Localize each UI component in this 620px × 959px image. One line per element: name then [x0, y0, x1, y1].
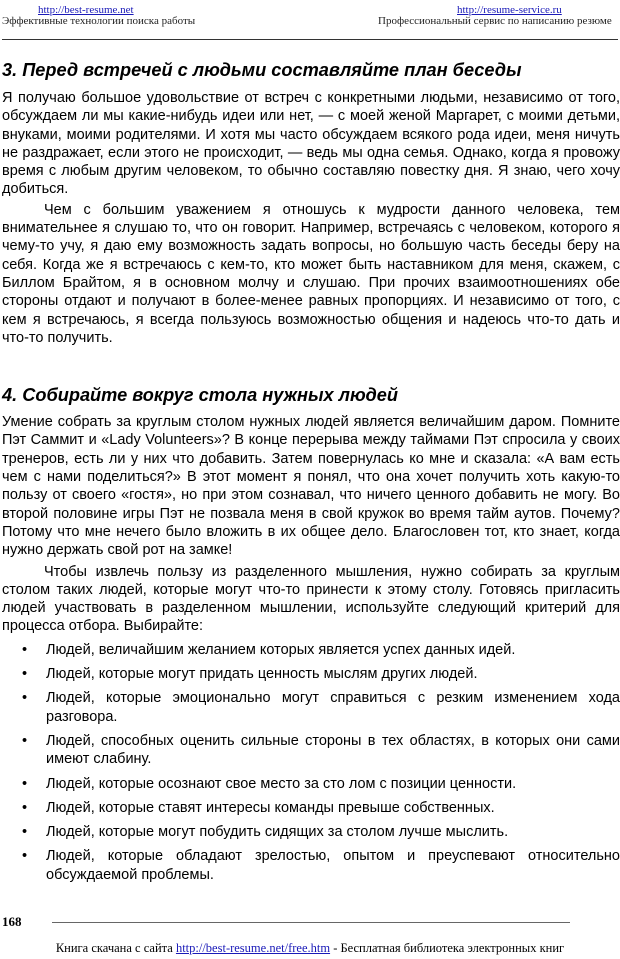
list-item: [2, 732, 620, 769]
footer-link[interactable]: http://best-resume.net/free.htm: [175, 941, 331, 955]
header-right-tagline: Профессиональный сервис по написанию резюме: [378, 15, 612, 27]
section-3-paragraph-1: Я получаю большое удовольствие от встреч с конкретными людьми, независимо от того, обсуждаем ли мы какие-нибудь идеи или нет, — с моей женой Маргарет, с моими детьми, внуками, моими родителями. И хотя мы часто обсуждаем всякого рода идеи, меня ничуть не раздражает, если этого не происходит, — ведь мы одна семья. Однако, когда я провожу время с любым другим человеком, то обычно составляю повестку дня. Я знаю, чего хочу добиться.: [2, 90, 620, 198]
footer-divider: [52, 922, 570, 923]
list-item-text: Людей, которые могут придать ценность мыслям других людей.: [46, 666, 478, 683]
list-item: [2, 665, 620, 683]
bullet-icon: •: [22, 641, 28, 658]
bullet-icon: •: [22, 690, 28, 707]
criteria-list: [2, 641, 620, 884]
bullet-icon: •: [22, 824, 28, 841]
header-right-link[interactable]: http://resume-service.ru: [457, 4, 562, 16]
section-3-heading: 3. Перед встречей с людьми составляйте план беседы: [2, 60, 522, 80]
list-item: [2, 823, 620, 841]
bullet-icon: •: [22, 732, 28, 749]
bullet-icon: •: [22, 666, 28, 683]
list-item-text: Людей, которые осознают свое место за сто лом с позиции ценности.: [46, 775, 517, 792]
list-item: [2, 689, 620, 726]
list-item-text: Людей, которые ставят интересы команды превыше собственных.: [46, 799, 495, 816]
list-item-text: Людей, способных оценить сильные стороны в тех областях, в которых они сами имеют слабину.: [46, 732, 620, 768]
bullet-icon: •: [22, 799, 28, 816]
footer-prefix: Книга скачана с сайта: [55, 941, 176, 955]
bullet-icon: •: [22, 848, 28, 865]
list-item: [2, 641, 620, 659]
section-4-paragraph-1: Умение собрать за круглым столом нужных людей является величайшим даром. Помните Пэт Саммит и «Lady Volunteers»? В конце перерыва между таймами Пэт спросила у своих тренеров, есть ли у них что добавить. Затем повернулась ко мне и сказала: «А вам есть чем с нами поделиться?» В этот момент я понял, что она хочет получить хоть какую-то пользу от своего «гостя», но при этом сознавал, что ничего ценного добавить не могу. Во второй половине игры Пэт не позвала меня в свой кружок во время тайм аутов. Почему? Потому что мне нечего было вложить в их общее дело. Благословен тот, кто знает, когда нужно держать свой рот на замке!: [2, 414, 620, 559]
header-left-link[interactable]: http://best-resume.net: [38, 4, 134, 16]
page-content: [2, 57, 620, 890]
list-item: [2, 799, 620, 817]
header-left-tagline: Эффективные технологии поиска работы: [2, 15, 196, 27]
bullet-icon: •: [22, 775, 28, 792]
list-item: [2, 847, 620, 884]
footer: [0, 941, 620, 956]
page-number: 168: [2, 914, 22, 929]
section-3-paragraph-2: Чем с большим уважением я отношусь к мудрости данного человека, тем внимательнее я слушаю то, что он говорит. Например, встречаясь с человеком, которого я чему-то учу, я даю ему возможность задать вопросы, но большую часть беседы беру на себя. Когда же я встречаюсь с кем-то, кто может быть наставником для меня, скажем, с Биллом Брайтом, я в основном молчу и слушаю. При прочих взаимоотношениях обе стороны отдают и получают в более-менее равных пропорциях. И независимо от того, с кем я встречаюсь, я всегда пользуюсь возможностью общения и надеюсь что-то дать и что-то получить.: [2, 201, 620, 346]
section-4-paragraph-2: Чтобы извлечь пользу из разделенного мышления, нужно собирать за круглым столом таких людей, которые могут что-то принести к этому столу. Готовясь пригласить людей участвовать в разделенном мышлении, используйте следующий критерий для процесса отбора. Выбирайте:: [2, 563, 620, 635]
list-item-text: Людей, которые эмоционально могут справиться с резким изменением хода разговора.: [46, 690, 620, 725]
list-item: [2, 775, 620, 793]
header-divider: [2, 39, 618, 40]
footer-suffix: - Бесплатная библиотека электронных книг: [330, 941, 565, 955]
section-4-heading: 4. Собирайте вокруг стола нужных людей: [2, 385, 398, 406]
list-item-text: Людей, которые обладают зрелостью, опытом и преуспевают относительно обсуждаемой проблемы.: [46, 848, 620, 883]
list-item-text: Людей, которые могут побудить сидящих за столом лучше мыслить.: [46, 824, 509, 841]
list-item-text: Людей, величайшим желанием которых является успех данных идей.: [46, 641, 516, 658]
